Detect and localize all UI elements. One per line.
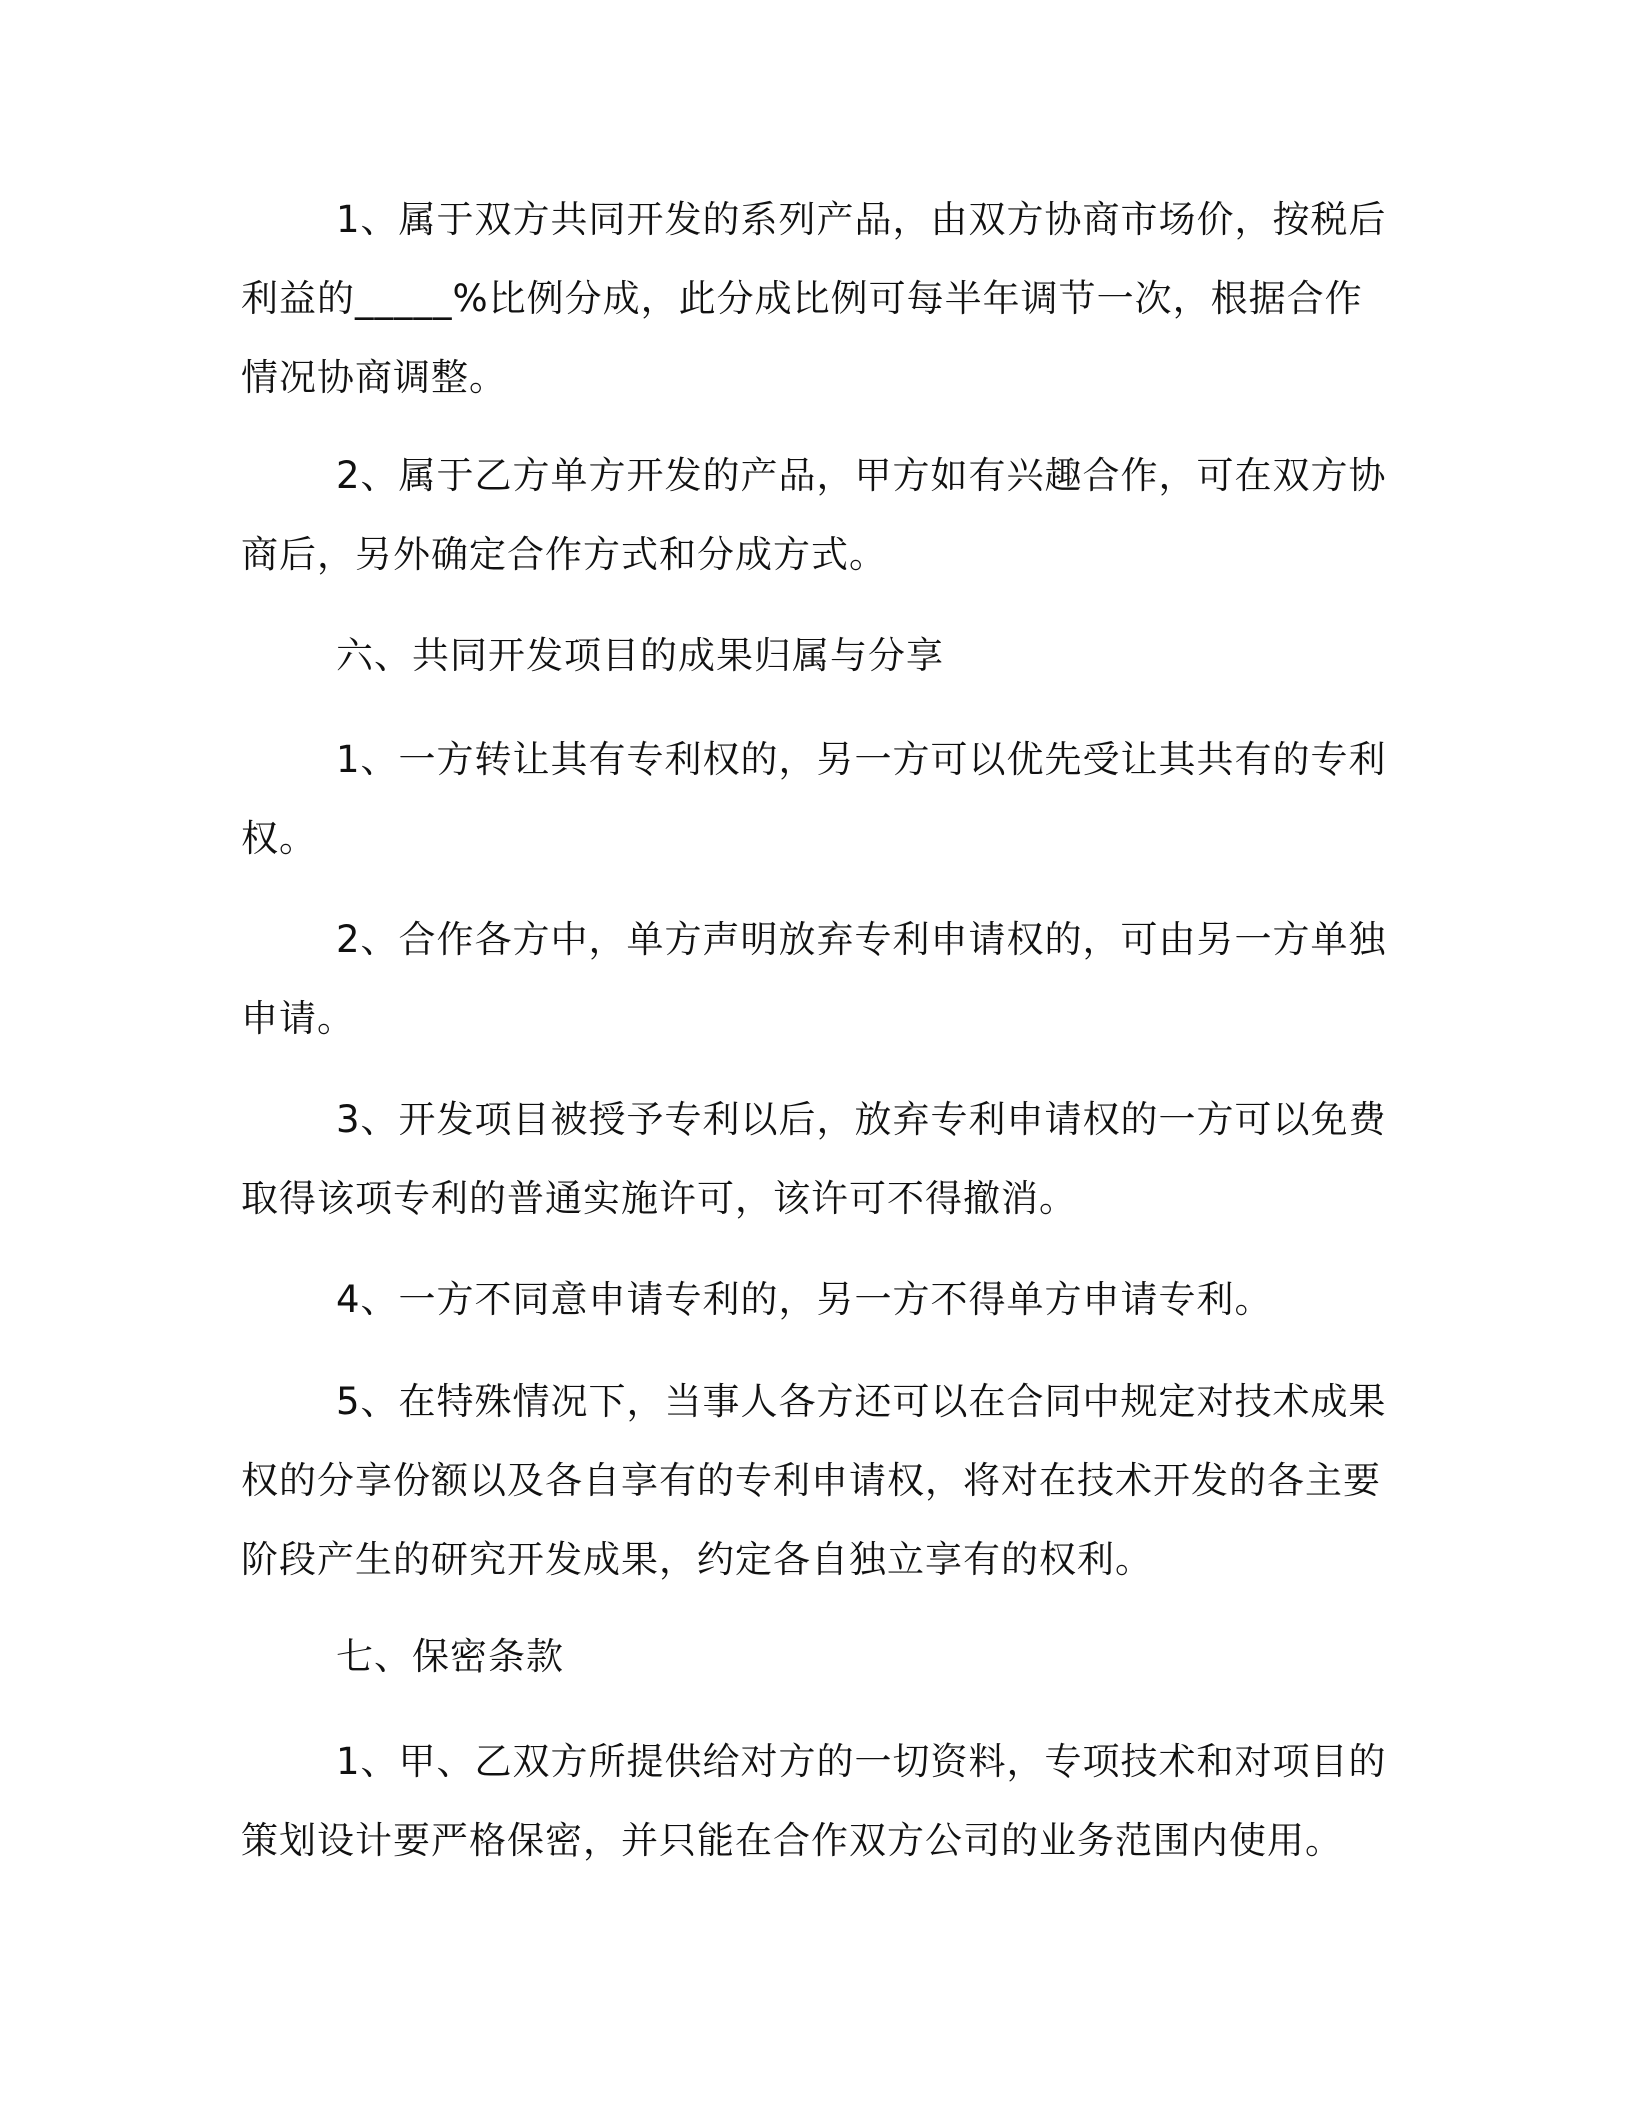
clause-paragraph-4: 2、合作各方中，单方声明放弃专利申请权的，可由另一方单独申请。 — [241, 918, 1387, 1040]
clause-paragraph-5: 3、开发项目被授予专利以后，放弃专利申请权的一方可以免费取得该项专利的普通实施许可，该许可不得撤消。 — [241, 1098, 1387, 1220]
section-heading-7: 七、保密条款 — [336, 1635, 564, 1678]
section-heading-6: 六、共同开发项目的成果归属与分享 — [336, 634, 944, 677]
clause-paragraph-7: 5、在特殊情况下，当事人各方还可以在合同中规定对技术成果权的分享份额以及各自享有的专利申请权，将对在技术开发的各主要阶段产生的研究开发成果，约定各自独立享有的权利。 — [241, 1380, 1387, 1581]
clause-paragraph-8: 1、甲、乙双方所提供给对方的一切资料，专项技术和对项目的策划设计要严格保密，并只能在合作双方公司的业务范围内使用。 — [241, 1740, 1387, 1862]
clause-paragraph-6: 4、一方不同意申请专利的，另一方不得单方申请专利。 — [336, 1278, 1273, 1321]
clause-paragraph-3: 1、一方转让其有专利权的，另一方可以优先受让其共有的专利权。 — [241, 738, 1387, 860]
clause-paragraph-2: 2、属于乙方单方开发的产品，甲方如有兴趣合作，可在双方协商后，另外确定合作方式和分成方式。 — [241, 454, 1387, 576]
clause-paragraph-1: 1、属于双方共同开发的系列产品，由双方协商市场价，按税后利益的_____%比例分成，此分成比例可每半年调节一次，根据合作情况协商调整。 — [241, 198, 1387, 399]
